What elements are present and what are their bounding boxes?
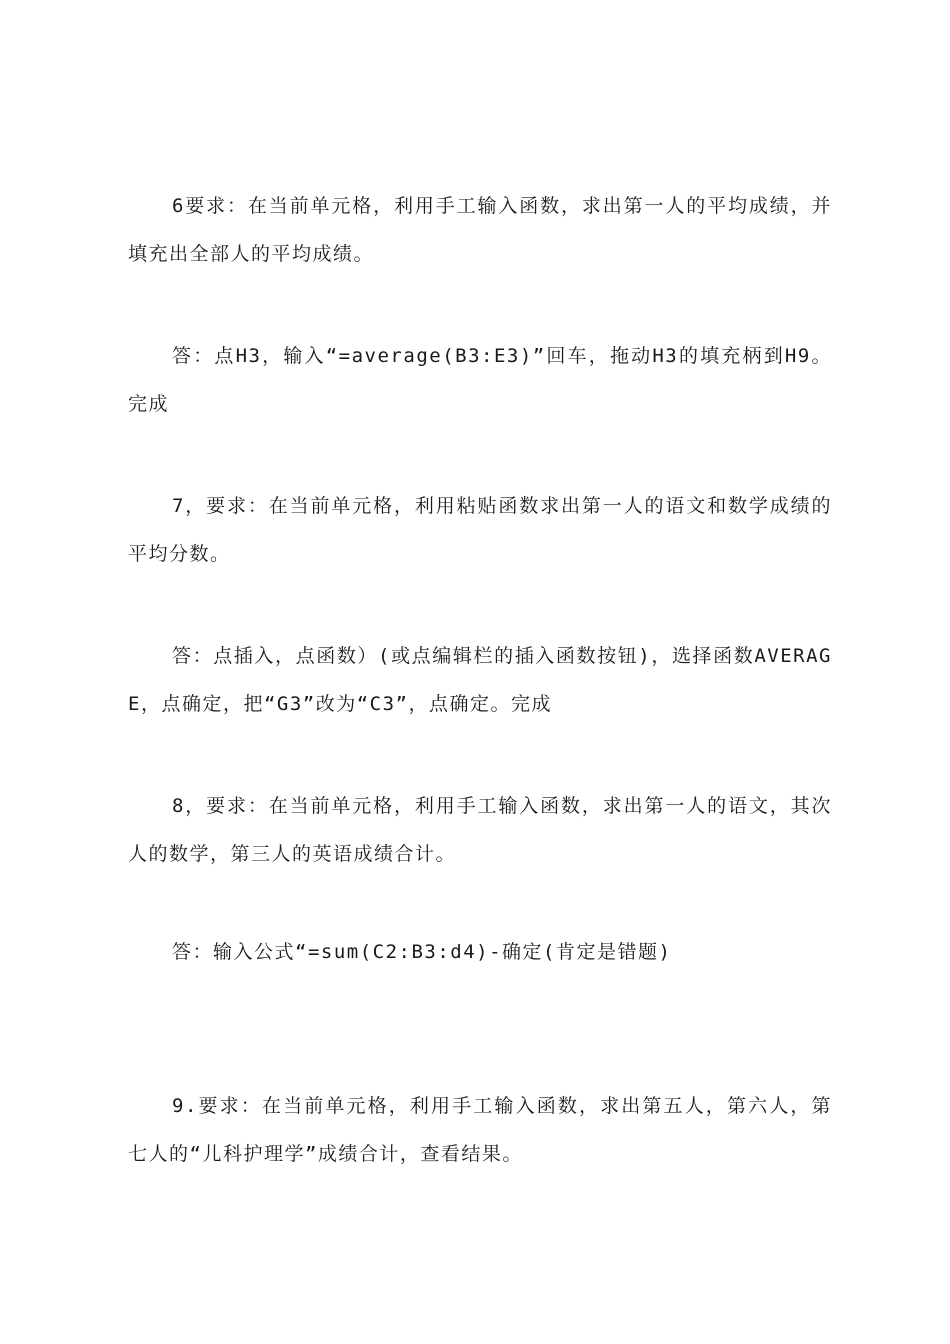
question-6-text: 6要求：在当前单元格，利用手工输入函数，求出第一人的平均成绩，并填充出全部人的平均成绩。	[128, 195, 832, 265]
answer-6-text: 答：点H3，输入“=average(B3:E3)”回车，拖动H3的填充柄到H9。完成	[128, 345, 832, 415]
question-9-text: 9.要求：在当前单元格，利用手工输入函数，求出第五人，第六人，第七人的“儿科护理学”成绩合计，查看结果。	[128, 1095, 832, 1165]
answer-8-text: 答：输入公式“=sum(C2:B3:d4)-确定(肯定是错题)	[172, 941, 672, 963]
answer-7-text: 答：点插入，点函数）(或点编辑栏的插入函数按钮)，选择函数AVERAGE，点确定，把“G3”改为“C3”，点确定。完成	[128, 645, 832, 715]
question-8-text: 8，要求：在当前单元格，利用手工输入函数，求出第一人的语文，其次人的数学，第三人的英语成绩合计。	[128, 795, 832, 865]
question-7-text: 7，要求：在当前单元格，利用粘贴函数求出第一人的语文和数学成绩的平均分数。	[128, 495, 832, 565]
